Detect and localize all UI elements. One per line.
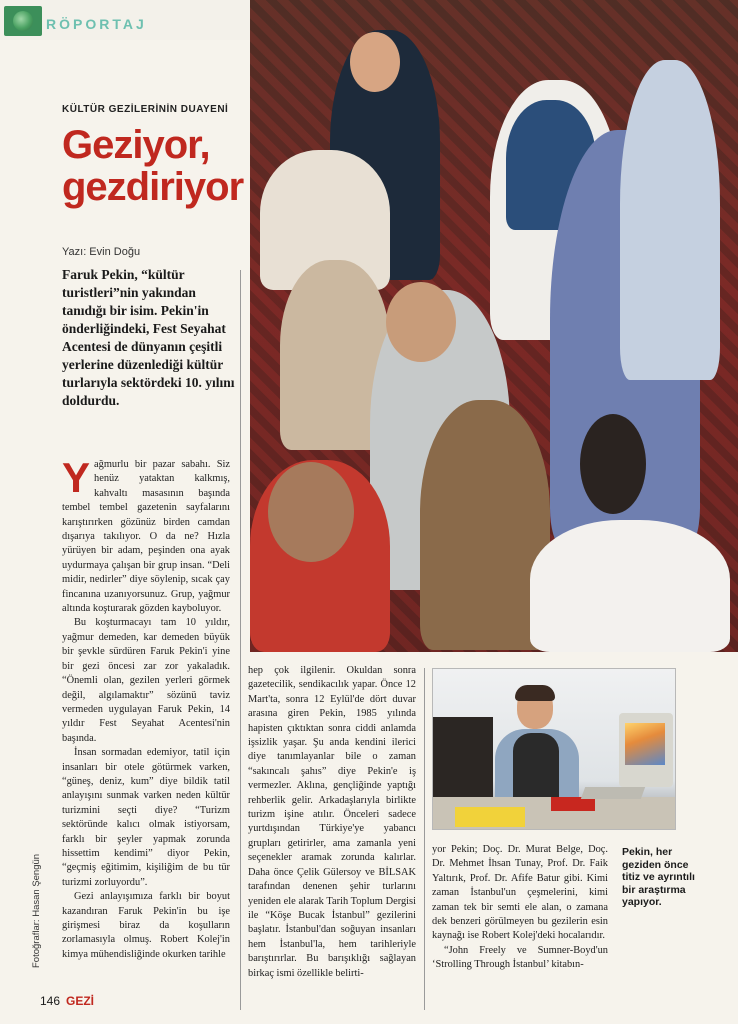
photo-credit: Fotoğraflar: Hasan Şengün	[31, 853, 42, 968]
main-photo-tour-group	[250, 0, 738, 652]
body-column-2	[248, 664, 416, 981]
photo-figure	[268, 462, 354, 562]
article-lede: Faruk Pekin, “kültür turistleri”nin yakından tanıdığı bir isim. Pekin'in önderliğindeki, Fest Seyahat Acentesi de dünyanın çeşitli yerlerine düzenlediği kültür turlarıyla sektördeki 10. yılını doldurdu.	[62, 267, 235, 408]
photo-figure	[580, 414, 646, 514]
paragraph-text: ağmurlu bir pazar sabahı. Siz henüz yataktan kalkmış, kahvaltı masasının başında tembel tembel gazetenin sayfalarını karıştırırken gözünüz birden camdan dışarıya takılıyor. O da ne? Hızla yürüyen bir adam, peşinden ona ayak uydurmaya çalışan bir grup insan. “Deli midir, nedirler” diye söylenip, sıcak çay fincanına uzanıyorsunuz. Grup, yağmur altında koşturarak gözden kayboluyor.	[62, 459, 230, 615]
article-kicker: KÜLTÜR GEZİLERİNİN DUAYENİ	[62, 104, 229, 115]
paragraph: Gezi anlayışımıza farklı bir boyut kazandıran Faruk Pekin'in bu işe girişmesi biraz da koşulların zorlamasıyla olmuş. Robert Kolej'in kimya mühendisliğinde okurken tarihle	[62, 891, 230, 960]
photo-caption: Pekin, her geziden önce titiz ve ayrıntılı bir araştırma yapıyor.	[622, 846, 695, 908]
paragraph: hep çok ilgilenir. Okuldan sonra gazetecilik, sendikacılık yapar. Önce 12 Mart'ta, sonra 12 Eylül'de dört duvar arasına giren Pekin, 1985 yılında hapisten çıktıktan sonra ciddi anlamda işsizlik yaşar. Şu anda kendini ilerici diye tanımlayanlar bile o zaman “sakıncalı şahıs” diye Pekin'e iş vermezler. Aklına, gençliğinde yaptığı rehberlik gelir. Arkadaşlarıyla birlikte turizm işine atılır. Önceleri sadece yurtdışından Türkiye'ye yabancı grupları getirirler, ama zamanla yeni seçenekler aramak zorunda kalırlar. Daha önce Çelik Gülersoy ve BİLSAK tarafından denenen şehir turlarını yeniden ele alarak Tarih Toplum Dergisi ile “Köşe Bucak İstanbul” gezilerini başlatır. İstanbul'dan soğuyan insanları hem İstanbul'la, hem tarihleriyle barıştırırlar. Bu barışıklığı sağlayan birkaç ismi özellikle belirti-	[248, 665, 416, 979]
drop-cap: Y	[62, 454, 91, 501]
article-title-line: Geziyor,	[62, 123, 210, 167]
paragraph: “John Freely ve Sumner-Boyd'un ‘Strolling Through İstanbul’ kitabın-	[432, 944, 608, 971]
body-column-3	[432, 843, 608, 973]
body-column-1	[62, 454, 230, 962]
photo-figure	[530, 520, 730, 652]
paragraph: yor Pekin; Doç. Dr. Murat Belge, Doç. Dr. Mehmet İhsan Tunay, Prof. Dr. Faik Yaltırık, Prof. Dr. Afife Batur gibi. Kimi zaman İstanbul'un çeşmelerini, kimi zaman tek bir semti ele alan, o zamana dek benzeri görülmeyen bu gezilerin esin kaynağı ise Robert Kolej'deki hocalarıdır.	[432, 844, 608, 942]
photo-figure	[386, 282, 456, 362]
column-divider	[240, 270, 241, 1010]
article-byline: Yazı: Evin Doğu	[62, 246, 141, 258]
magazine-name: GEZİ	[66, 994, 95, 1008]
paragraph: Bu koşturmacayı tam 10 yıldır, yağmur demeden, kar demeden büyük bir şevkle sürdüren Faruk Pekin'i yine bir gezi öncesi zar zor yakaladık. “Önemli olan, gezilen yerleri görmek değil, algılamaktır” sözünü taviz vermeden uygulayan Faruk Pekin, 14 yıldır Fest Seyahat Acentesi'nin başında.	[62, 617, 230, 744]
column-divider	[424, 668, 425, 1010]
paragraph: İnsan sormadan edemiyor, tatil için insanları bir otele götürmek varken, “güneş, deniz, kum” diye bildik tatil anlayışını sunmak varken neden kültür turizmini seçti diye? “Turizm sektöründe kalıcı olmak istiyorsam, farklı bir şeyler yapmak zorunda hissettim kendimi” diyor Pekin, “geçmiş eğitimim, kişiliğim de bu tür turizmi zorluyordu”.	[62, 747, 230, 888]
inset-photo-faruk-pekin	[432, 668, 676, 830]
section-header	[0, 0, 250, 40]
article-title-line: gezdiriyor	[62, 165, 244, 209]
photo-figure	[350, 32, 400, 92]
page-number: 146	[40, 994, 61, 1008]
paragraph	[62, 454, 230, 616]
photo-figure	[620, 60, 720, 380]
globe-icon	[4, 6, 42, 36]
article-title	[62, 124, 242, 208]
section-label: RÖPORTAJ	[46, 16, 147, 32]
